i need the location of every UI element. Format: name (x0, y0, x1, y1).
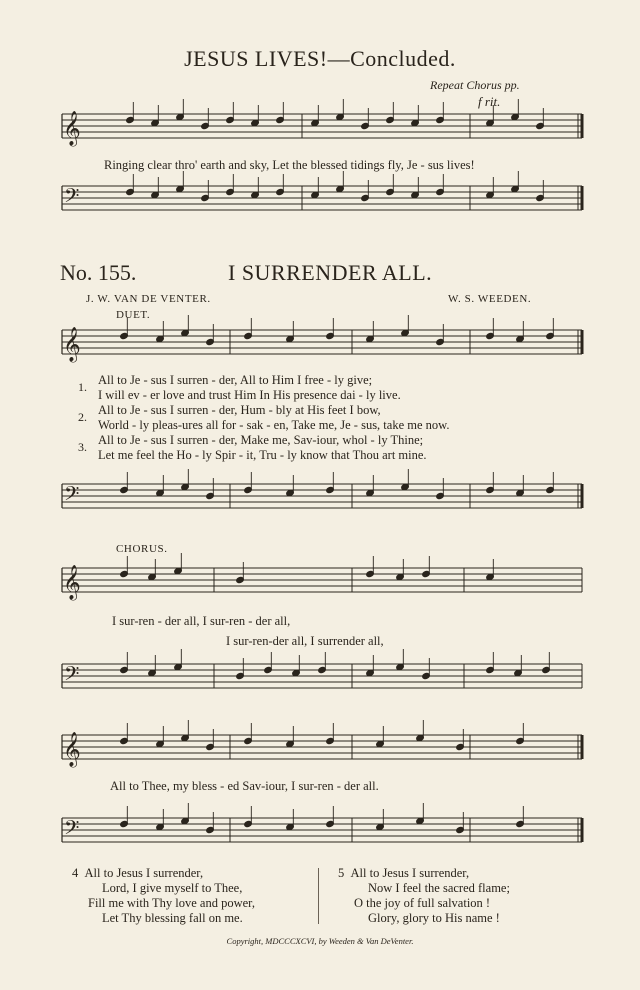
stanza-4 (72, 866, 255, 926)
author-music: W. S. WEEDEN. (448, 293, 532, 305)
bass-clef-glyph: 𝄢 (64, 184, 80, 212)
prev-hymn-lyric: Ringing clear thro' earth and sky, Let the blessed tidings fly, Je - sus lives! (104, 158, 475, 172)
treble-clef-glyph: 𝄞 (63, 111, 81, 146)
author-words: J. W. VAN DE VENTER. (86, 293, 211, 305)
prev-hymn-title: JESUS LIVES!—Concluded. (184, 46, 456, 71)
verse-number-3: 3. (78, 440, 87, 454)
verse-number-2: 2. (78, 410, 87, 424)
hymn-title: I SURRENDER ALL. (228, 260, 433, 285)
verse-number-1: 1. (78, 380, 87, 394)
stanza-4-line-4: Let Thy blessing fall on me. (102, 911, 243, 925)
stanza-5-line-1: All to Jesus I surrender, (350, 866, 470, 880)
bass-clef-glyph: 𝄢 (64, 662, 80, 690)
stanza-5-line-2: Now I feel the sacred flame; (368, 881, 510, 895)
stanza-4-line-3: Fill me with Thy love and power, (88, 896, 255, 910)
copyright-notice: Copyright, MDCCCXCVI, by Weeden & Van DeVenter. (226, 936, 414, 946)
verse-2-line-2: World - ly pleas-ures all for - sak - en, Take me, Je - sus, take me now. (98, 418, 450, 432)
chorus-lyric-line-1: I sur-ren - der all, I sur-ren - der all, (112, 614, 291, 628)
bass-clef-glyph: 𝄢 (64, 482, 80, 510)
stanza-divider (318, 868, 319, 924)
verse-1-line-2: I will ev - er love and trust Him In His presence dai - ly live. (98, 388, 401, 402)
stanza-5-number: 5 (338, 866, 345, 880)
stanza-4-line-1: All to Jesus I surrender, (84, 866, 204, 880)
bass-clef-glyph: 𝄢 (64, 816, 80, 844)
stanza-5-line-4: Glory, glory to His name ! (368, 911, 500, 925)
treble-clef-glyph: 𝄞 (63, 565, 81, 600)
dynamic-marking: f rit. (478, 94, 501, 109)
stanza-4-line-2: Lord, I give myself to Thee, (102, 881, 243, 895)
verse-3-line-1: All to Je - sus I surren - der, Make me, Sav-iour, whol - ly Thine; (98, 433, 424, 447)
verse-2-line-1: All to Je - sus I surren - der, Hum - bly at His feet I bow, (98, 403, 381, 417)
verse-1-line-1: All to Je - sus I surren - der, All to Him I free - ly give; (98, 373, 373, 387)
verse-3-line-2: Let me feel the Ho - ly Spir - it, Tru - ly know that Thou art mine. (98, 448, 427, 462)
treble-clef-glyph: 𝄞 (63, 327, 81, 362)
stanza-4-number: 4 (72, 866, 79, 880)
treble-clef-glyph: 𝄞 (63, 732, 81, 767)
chorus-lyric-line-2: I sur-ren-der all, I surrender all, (226, 634, 384, 648)
stanza-5-line-3: O the joy of full salvation ! (354, 896, 491, 910)
hymn-number: No. 155. (60, 260, 137, 285)
chorus-lyric-line-3: All to Thee, my bless - ed Sav-iour, I sur-ren - der all. (110, 779, 379, 793)
duet-label: DUET. (116, 309, 151, 321)
chorus-label: CHORUS. (116, 543, 168, 555)
stanza-5 (338, 866, 510, 926)
repeat-chorus-direction: Repeat Chorus pp. (430, 78, 520, 92)
